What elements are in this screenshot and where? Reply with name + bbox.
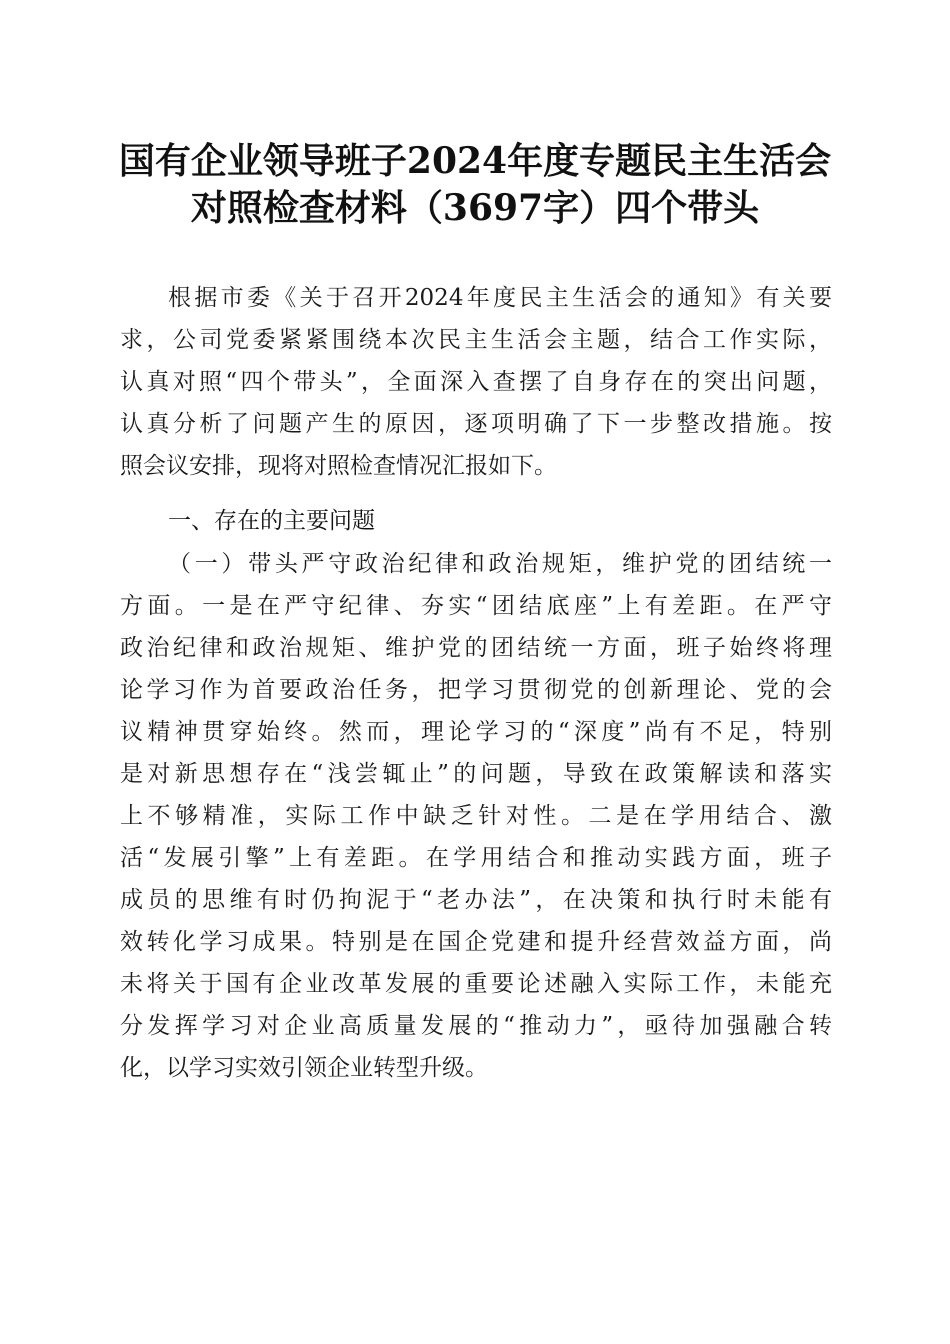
document-title-line-2: 对照检查材料（3697字）四个带头 bbox=[190, 187, 760, 229]
section-heading: 一、存在的主要问题 bbox=[168, 508, 375, 534]
intro-line: 认真分析了问题产生的原因，逐项明确了下一步整改措施。按 bbox=[120, 411, 832, 437]
sub-heading-line bbox=[120, 543, 832, 585]
sub-heading: （一）带头严守政治纪律和政治规矩，维护党的团结统一 bbox=[168, 551, 832, 577]
paragraph-line: 活“发展引擎”上有差距。在学用结合和推动实践方面，班子 bbox=[120, 845, 832, 871]
section-1-paragraph bbox=[120, 543, 832, 1089]
intro-line: 照会议安排，现将对照检查情况汇报如下。 bbox=[120, 453, 557, 479]
paragraph-line: 效转化学习成果。特别是在国企党建和提升经营效益方面，尚 bbox=[120, 929, 832, 955]
paragraph-line: 是对新思想存在“浅尝辄止”的问题，导致在政策解读和落实 bbox=[120, 761, 832, 787]
document-title-line-1: 国有企业领导班子2024年度专题民主生活会 bbox=[118, 140, 832, 182]
intro-line: 根据市委《关于召开2024年度民主生活会的通知》有关要 bbox=[168, 285, 832, 311]
intro-line: 求，公司党委紧紧围绕本次民主生活会主题，结合工作实际， bbox=[120, 327, 832, 353]
paragraph-line: 方面。一是在严守纪律、夯实“团结底座”上有差距。在严守 bbox=[120, 593, 832, 619]
intro-line: 认真对照“四个带头”，全面深入查摆了自身存在的突出问题， bbox=[120, 369, 832, 395]
paragraph-line: 成员的思维有时仍拘泥于“老办法”，在决策和执行时未能有 bbox=[120, 887, 832, 913]
paragraph-line: 论学习作为首要政治任务，把学习贯彻党的创新理论、党的会 bbox=[120, 677, 832, 703]
paragraph-line: 化，以学习实效引领企业转型升级。 bbox=[120, 1055, 488, 1081]
paragraph-line: 分发挥学习对企业高质量发展的“推动力”，亟待加强融合转 bbox=[120, 1013, 832, 1039]
intro-paragraph bbox=[120, 277, 832, 487]
paragraph-line: 上不够精准，实际工作中缺乏针对性。二是在学用结合、激 bbox=[120, 803, 832, 829]
paragraph-line: 政治纪律和政治规矩、维护党的团结统一方面，班子始终将理 bbox=[120, 635, 832, 661]
paragraph-line: 未将关于国有企业改革发展的重要论述融入实际工作，未能充 bbox=[120, 971, 832, 997]
paragraph-line: 议精神贯穿始终。然而，理论学习的“深度”尚有不足，特别 bbox=[120, 719, 832, 745]
